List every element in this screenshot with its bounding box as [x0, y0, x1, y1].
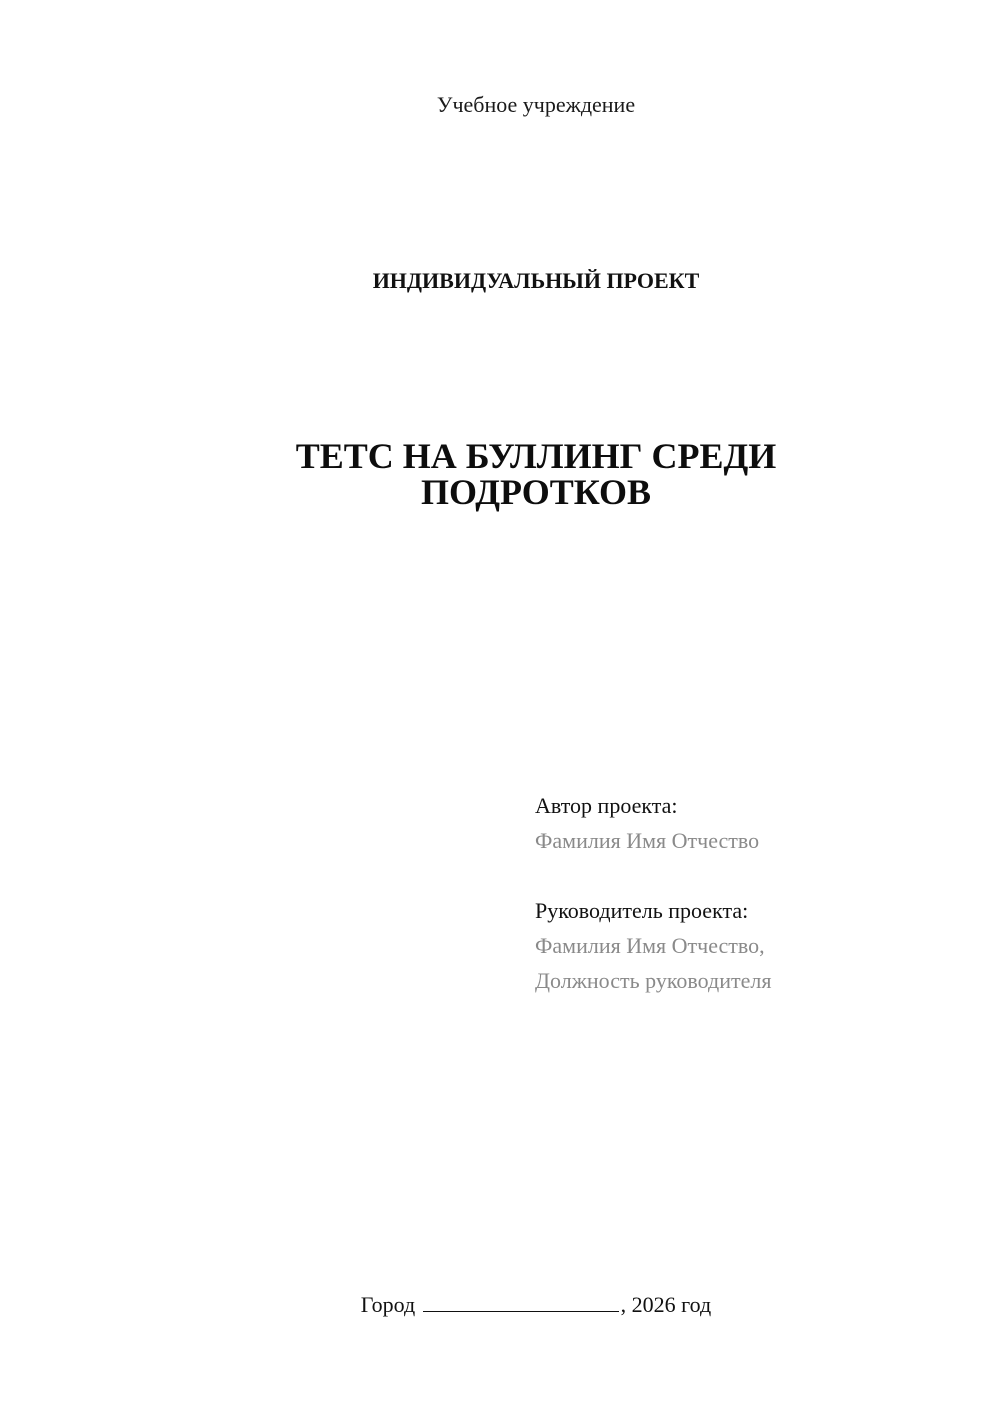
project-title	[0, 438, 1000, 510]
city-label: Город	[360, 1292, 416, 1317]
author-label: Автор проекта:	[535, 793, 678, 818]
project-credits	[535, 788, 975, 998]
author-name: Фамилия Имя Отчество	[535, 828, 760, 853]
supervisor-label: Руководитель проекта:	[535, 898, 749, 923]
project-title-line-1: ТЕТС НА БУЛЛИНГ СРЕДИ	[295, 436, 777, 476]
city-blank-underline	[423, 1293, 619, 1312]
supervisor-name: Фамилия Имя Отчество,	[535, 933, 765, 958]
project-title-line-2: ПОДРОТКОВ	[421, 472, 651, 512]
credits-spacer	[535, 858, 975, 893]
project-type-heading: ИНДИВИДУАЛЬНЫЙ ПРОЕКТ	[372, 268, 700, 293]
year-text: , 2026 год	[620, 1292, 712, 1317]
institution-name: Учебное учреждение	[436, 92, 636, 117]
city-year-line	[0, 1290, 1000, 1320]
supervisor-position: Должность руководителя	[535, 968, 772, 993]
